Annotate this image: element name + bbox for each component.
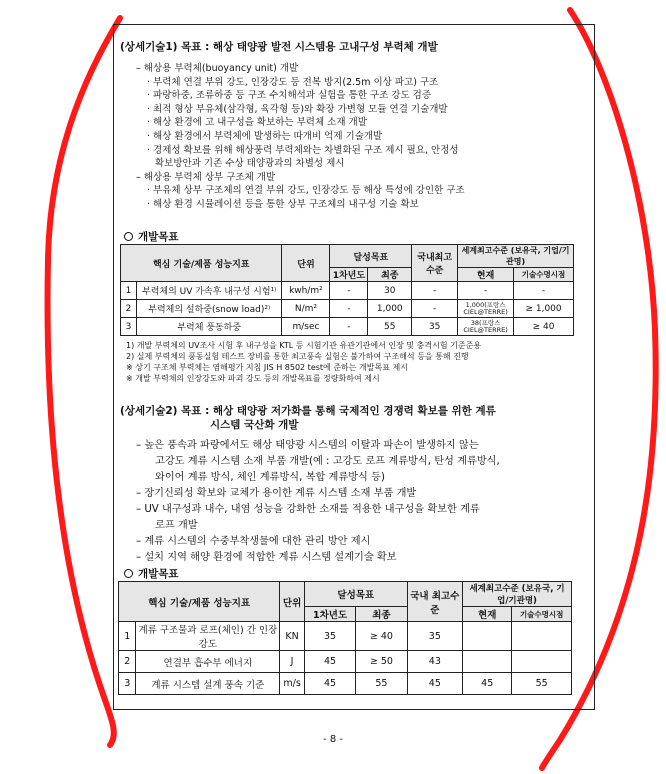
header-domestic: 국내 최고수준 — [407, 582, 462, 622]
footnote: ※ 개발 부력체의 인장강도와 파괴 강도 등의 개발목표를 정량화하여 제시 — [126, 374, 380, 383]
cell-name: 계류 구조물과 로프(체인) 간 인장 강도 — [136, 622, 280, 651]
body-line: · 경제성 확보를 위해 해상풍력 부력체와는 차별화된 구조 제시 필요, 안정성 — [147, 144, 459, 156]
section1-goal-table — [120, 244, 574, 336]
cell-dom: - — [412, 300, 458, 318]
cell-no: 1 — [119, 622, 136, 651]
cell-exp: 55 — [512, 673, 572, 695]
cell-final: ≥ 50 — [356, 651, 407, 673]
section2-goal-heading: 개발목표 — [124, 566, 179, 581]
body-line: · 해상 환경에 고 내구성을 확보하는 부력체 소재 개발 — [147, 117, 367, 129]
circle-bullet-icon — [124, 569, 133, 578]
header-current: 현재 — [463, 607, 512, 622]
header-unit: 단위 — [280, 582, 305, 622]
body-line: – 해상용 부력체 상부 구조체 개발 — [136, 171, 276, 183]
body-line: 고강도 계류 시스템 소재 부품 개발(예 : 고강도 로프 계류방식, 탄성 계류방식, — [155, 456, 500, 467]
cell-y1: - — [330, 318, 368, 336]
cell-cur — [463, 651, 512, 673]
header-world: 세계최고수준 (보유국, 기업/기관명) — [458, 245, 574, 268]
cell-name: 부력체 풍동하중 — [136, 318, 282, 336]
header-year1: 1차년도 — [304, 607, 355, 622]
body-line: · 부력체 연결 부위 강도, 인장강도 등 전복 방지(2.5m 이상 파고) 구조 — [147, 76, 439, 88]
body-line: · 부유체 상부 구조체의 연결 부위 강도, 인장강도 등 해상 특성에 강인한 구조 — [147, 185, 465, 197]
header-expected: 기술수명시점 — [512, 607, 572, 622]
header-tech: 핵심 기술/제품 성능지표 — [121, 245, 282, 282]
table-row — [119, 622, 572, 651]
cell-name: 부력체의 UV 가속후 내구성 시험¹⁾ — [136, 282, 282, 300]
cell-cur: 38(프랑스 CIEL@TERRE) — [458, 318, 514, 336]
cell-unit: N/m² — [282, 300, 330, 318]
cell-exp: ≥ 1,000 — [514, 300, 574, 318]
footnote: 2) 실제 부력체의 풍동실험 테스트 장비를 통한 최고풍속 실험은 불가하여 구조해석 등을 통해 진행 — [126, 352, 469, 361]
cell-final: 55 — [356, 673, 407, 695]
section1-body — [116, 62, 465, 212]
table-row — [121, 300, 574, 318]
header-domestic: 국내최고 수준 — [412, 245, 458, 282]
cell-exp — [512, 651, 572, 673]
section2-goal-table — [118, 581, 572, 695]
body-line: – 계류 시스템의 수중부착생물에 대한 관리 방안 제시 — [136, 536, 371, 547]
page-number: - 8 - — [323, 734, 343, 745]
header-target: 달성목표 — [330, 245, 412, 268]
header-expected: 기술수명시점 — [514, 268, 574, 282]
body-line: · 파랑하중, 조류하중 등 구조 수치해석과 실험을 통한 구조 강도 검증 — [147, 90, 432, 102]
cell-y1: 35 — [304, 622, 355, 651]
cell-y1: - — [330, 282, 368, 300]
table-row — [121, 318, 574, 336]
cell-unit: KN — [280, 622, 305, 651]
body-line: 확보방안과 기존 수상 태양광과의 차별성 제시 — [155, 158, 345, 170]
cell-exp: - — [514, 282, 574, 300]
cell-name: 연결부 흡수부 에너지 — [136, 651, 280, 673]
cell-no: 1 — [121, 282, 137, 300]
table-row — [121, 282, 574, 300]
body-line: 와이어 계류 방식, 체인 계류방식, 복합 계류방식 등) — [155, 472, 385, 483]
cell-name: 계류 시스템 설계 풍속 기준 — [136, 673, 280, 695]
cell-dom: 45 — [407, 673, 462, 695]
body-line: – 설치 지역 해양 환경에 적합한 계류 시스템 설계기술 확보 — [136, 552, 397, 563]
header-tech: 핵심 기술/제품 성능지표 — [119, 582, 280, 622]
table-row — [119, 651, 572, 673]
cell-dom: 35 — [412, 318, 458, 336]
header-world: 세계최고수준 (보유국, 기업/기관명) — [463, 582, 572, 607]
cell-no: 3 — [121, 318, 137, 336]
section1-goal-heading: 개발목표 — [124, 229, 179, 244]
cell-name: 부력체의 설하중(snow load)²⁾ — [136, 300, 282, 318]
header-final: 최종 — [356, 607, 407, 622]
header-final: 최종 — [368, 268, 412, 282]
body-line: · 최적 형상 부유체(삼각형, 육각형 등)와 확장 가변형 모듈 연결 기술개발 — [147, 103, 448, 115]
cell-dom: 43 — [407, 651, 462, 673]
footnote: ※ 상기 구조체 부력체는 염해평가 지침 JIS H 8502 test에 준하는 개발목표 제시 — [126, 363, 408, 372]
body-line: · 해상 환경에서 부력체에 발생하는 따개비 억제 기술개발 — [147, 130, 383, 142]
header-year1: 1차년도 — [330, 268, 368, 282]
cell-cur: 1,000(프랑스 CIEL@TERRE) — [458, 300, 514, 318]
body-line: – 해상용 부력체(buoyancy unit) 개발 — [136, 63, 299, 74]
cell-y1: 45 — [304, 673, 355, 695]
cell-final: ≥ 40 — [356, 622, 407, 651]
cell-final: 1,000 — [368, 300, 412, 318]
cell-cur — [463, 622, 512, 651]
body-line: – 높은 풍속과 파랑에서도 해상 태양광 시스템의 이탈과 파손이 발생하지 않는 — [136, 440, 479, 451]
cell-unit: kwh/m² — [282, 282, 330, 300]
body-line: 로프 개발 — [155, 520, 198, 531]
header-target: 달성목표 — [304, 582, 407, 607]
cell-cur: 45 — [463, 673, 512, 695]
cell-unit: J — [280, 651, 305, 673]
circle-bullet-icon — [124, 232, 133, 241]
body-line: – UV 내구성과 내수, 내염 성능을 강화한 소재를 적용한 내구성을 확보한 계류 — [136, 504, 480, 515]
section1-notes — [126, 340, 481, 384]
cell-final: 30 — [368, 282, 412, 300]
cell-no: 2 — [119, 651, 136, 673]
section2-body — [116, 438, 500, 566]
body-line: · 해상 환경 시뮬레이션 등을 통한 상부 구조체의 내구성 기술 확보 — [147, 198, 419, 210]
table-row — [119, 673, 572, 695]
cell-dom: 35 — [407, 622, 462, 651]
cell-no: 2 — [121, 300, 137, 318]
cell-unit: m/sec — [282, 318, 330, 336]
footnote: 1) 개발 부력체의 UV조사 시험 후 내구성을 KTL 등 시험기관 유관기관에서 인장 및 충격시험 기준준용 — [126, 341, 482, 350]
cell-no: 3 — [119, 673, 136, 695]
cell-dom: - — [412, 282, 458, 300]
cell-exp: ≥ 40 — [514, 318, 574, 336]
cell-final: 55 — [368, 318, 412, 336]
cell-exp — [512, 622, 572, 651]
cell-y1: - — [330, 300, 368, 318]
header-unit: 단위 — [282, 245, 330, 282]
section2-heading: (상세기술2) 목표 : 해상 태양광 저가화를 통해 국제적인 경쟁력 확보를 위한 계류 시스템 국산화 개발 — [120, 405, 496, 431]
body-line: – 장기신뢰성 확보와 교체가 용이한 계류 시스템 소재 부품 개발 — [136, 488, 417, 499]
cell-unit: m/s — [280, 673, 305, 695]
header-current: 현재 — [458, 268, 514, 282]
section1-heading: (상세기술1) 목표 : 해상 태양광 발전 시스템용 고내구성 부력체 개발 — [120, 41, 438, 53]
cell-cur: - — [458, 282, 514, 300]
cell-y1: 45 — [304, 651, 355, 673]
